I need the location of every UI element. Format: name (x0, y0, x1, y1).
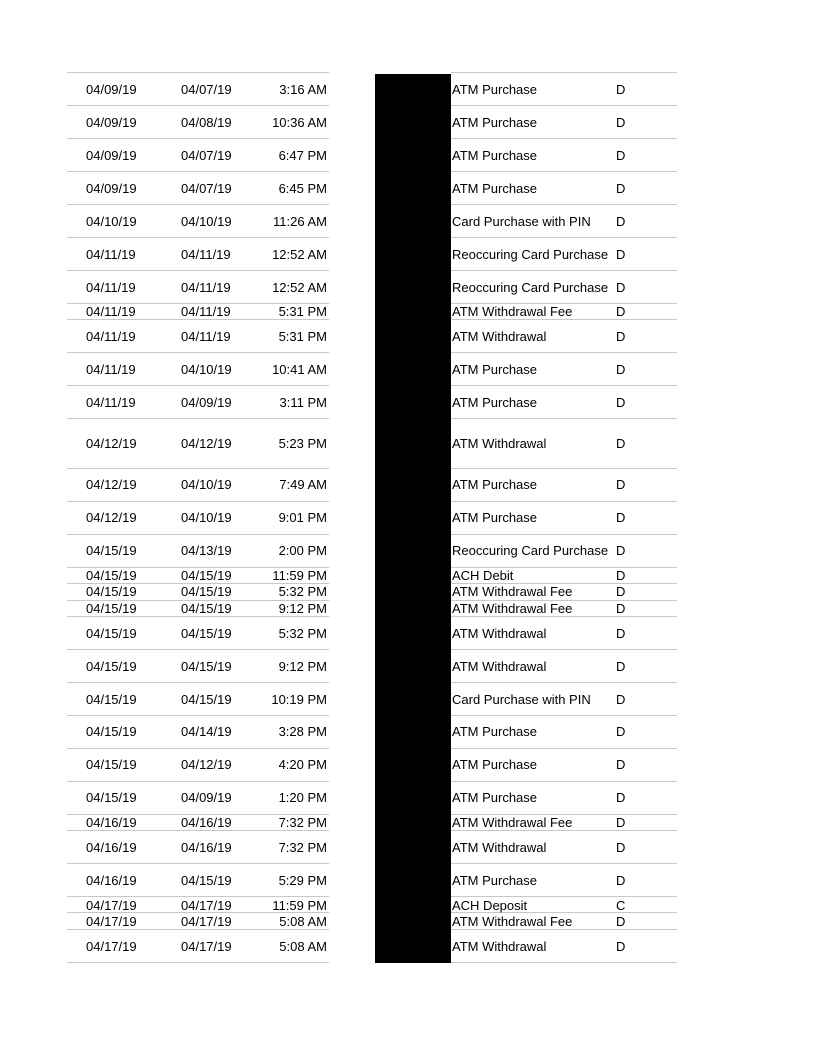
post-date-cell: 04/11/19 (86, 329, 136, 344)
transaction-date-cell: 04/15/19 (181, 601, 232, 616)
description-cell: ATM Withdrawal Fee (452, 914, 573, 929)
description-cell: ATM Withdrawal (452, 659, 547, 674)
post-date-cell: 04/15/19 (86, 790, 137, 805)
row-divider (67, 72, 329, 73)
type-cell: D (616, 247, 626, 262)
time-cell: 5:31 PM (278, 304, 327, 319)
row-divider (67, 418, 329, 419)
description-cell: ATM Purchase (452, 181, 538, 196)
type-cell: D (616, 181, 626, 196)
time-cell: 5:31 PM (278, 329, 327, 344)
time-cell: 4:20 PM (278, 757, 327, 772)
post-date-cell: 04/15/19 (86, 626, 137, 641)
transaction-date-cell: 04/14/19 (181, 724, 232, 739)
row-divider (451, 781, 677, 782)
row-divider (67, 715, 329, 716)
row-divider (451, 352, 677, 353)
row-divider (451, 534, 677, 535)
row-divider (67, 468, 329, 469)
row-divider (451, 896, 677, 897)
description-cell: ACH Deposit (452, 898, 528, 913)
description-cell: ATM Withdrawal Fee (452, 601, 573, 616)
type-cell: D (616, 280, 626, 295)
time-cell: 5:23 PM (278, 436, 327, 451)
time-cell: 6:47 PM (278, 148, 327, 163)
time-cell: 5:32 PM (278, 626, 327, 641)
row-divider (451, 962, 677, 963)
post-date-cell: 04/12/19 (86, 510, 137, 525)
row-divider (451, 929, 677, 930)
time-cell: 12:52 AM (272, 280, 327, 295)
row-divider (451, 204, 677, 205)
post-date-cell: 04/15/19 (86, 659, 137, 674)
post-date-cell: 04/09/19 (86, 181, 137, 196)
post-date-cell: 04/11/19 (86, 395, 136, 410)
time-cell: 3:28 PM (278, 724, 327, 739)
row-divider (67, 682, 329, 683)
post-date-cell: 04/15/19 (86, 601, 137, 616)
type-cell: D (616, 601, 626, 616)
description-cell: ATM Purchase (452, 115, 538, 130)
description-cell: ATM Purchase (452, 873, 538, 888)
description-cell: ATM Purchase (452, 148, 538, 163)
post-date-cell: 04/17/19 (86, 898, 137, 913)
description-cell: ATM Purchase (452, 82, 538, 97)
row-divider (451, 72, 677, 73)
transaction-date-cell: 04/10/19 (181, 510, 232, 525)
post-date-cell: 04/11/19 (86, 362, 136, 377)
description-cell: ATM Purchase (452, 510, 538, 525)
row-divider (67, 929, 329, 930)
post-date-cell: 04/17/19 (86, 939, 137, 954)
time-cell: 11:59 PM (272, 898, 327, 913)
type-cell: D (616, 436, 626, 451)
description-cell: ATM Withdrawal (452, 840, 547, 855)
transaction-date-cell: 04/11/19 (181, 329, 231, 344)
transaction-date-cell: 04/17/19 (181, 914, 232, 929)
description-cell: ACH Debit (452, 568, 514, 583)
description-cell: ATM Withdrawal (452, 939, 547, 954)
type-cell: D (616, 362, 626, 377)
type-cell: D (616, 82, 626, 97)
time-cell: 11:59 PM (272, 568, 327, 583)
row-divider (67, 352, 329, 353)
type-cell: D (616, 724, 626, 739)
transaction-date-cell: 04/15/19 (181, 692, 232, 707)
type-cell: D (616, 873, 626, 888)
row-divider (67, 138, 329, 139)
type-cell: D (616, 815, 626, 830)
row-divider (67, 830, 329, 831)
row-divider (451, 171, 677, 172)
row-divider (67, 649, 329, 650)
row-divider (451, 649, 677, 650)
description-cell: ATM Withdrawal Fee (452, 815, 573, 830)
type-cell: D (616, 939, 626, 954)
row-divider (67, 616, 329, 617)
time-cell: 9:12 PM (278, 601, 327, 616)
description-cell: ATM Purchase (452, 757, 538, 772)
row-divider (451, 501, 677, 502)
time-cell: 5:29 PM (278, 873, 327, 888)
row-divider (67, 534, 329, 535)
row-divider (451, 418, 677, 419)
transaction-date-cell: 04/17/19 (181, 898, 232, 913)
type-cell: C (616, 898, 626, 913)
row-divider (67, 501, 329, 502)
transaction-date-cell: 04/12/19 (181, 757, 232, 772)
time-cell: 7:32 PM (278, 815, 327, 830)
post-date-cell: 04/15/19 (86, 568, 137, 583)
transaction-date-cell: 04/10/19 (181, 362, 232, 377)
post-date-cell: 04/15/19 (86, 757, 137, 772)
time-cell: 1:20 PM (278, 790, 327, 805)
time-cell: 7:49 AM (279, 477, 327, 492)
post-date-cell: 04/17/19 (86, 914, 137, 929)
description-cell: ATM Withdrawal (452, 436, 547, 451)
description-cell: Card Purchase with PIN (452, 692, 591, 707)
time-cell: 10:19 PM (271, 692, 327, 707)
transaction-date-cell: 04/09/19 (181, 395, 232, 410)
transaction-date-cell: 04/15/19 (181, 659, 232, 674)
time-cell: 9:12 PM (278, 659, 327, 674)
row-divider (67, 204, 329, 205)
time-cell: 11:26 AM (273, 214, 327, 229)
description-cell: ATM Withdrawal Fee (452, 304, 573, 319)
type-cell: D (616, 510, 626, 525)
row-divider (67, 105, 329, 106)
post-date-cell: 04/12/19 (86, 477, 137, 492)
type-cell: D (616, 214, 626, 229)
type-cell: D (616, 840, 626, 855)
row-divider (67, 863, 329, 864)
description-cell: Reoccuring Card Purchase (452, 247, 609, 262)
type-cell: D (616, 659, 626, 674)
type-cell: D (616, 148, 626, 163)
post-date-cell: 04/09/19 (86, 82, 137, 97)
time-cell: 10:36 AM (272, 115, 327, 130)
type-cell: D (616, 568, 626, 583)
post-date-cell: 04/16/19 (86, 840, 137, 855)
type-cell: D (616, 477, 626, 492)
transaction-date-cell: 04/17/19 (181, 939, 232, 954)
description-cell: ATM Withdrawal Fee (452, 584, 573, 599)
time-cell: 5:32 PM (278, 584, 327, 599)
description-cell: ATM Purchase (452, 395, 538, 410)
transaction-date-cell: 04/15/19 (181, 873, 232, 888)
description-cell: ATM Purchase (452, 790, 538, 805)
post-date-cell: 04/15/19 (86, 543, 137, 558)
time-cell: 12:52 AM (272, 247, 327, 262)
type-cell: D (616, 395, 626, 410)
post-date-cell: 04/16/19 (86, 873, 137, 888)
post-date-cell: 04/11/19 (86, 280, 136, 295)
type-cell: D (616, 914, 626, 929)
row-divider (67, 270, 329, 271)
transaction-date-cell: 04/16/19 (181, 840, 232, 855)
post-date-cell: 04/09/19 (86, 148, 137, 163)
row-divider (67, 781, 329, 782)
redaction-block (375, 74, 451, 963)
row-divider (451, 748, 677, 749)
row-divider (451, 682, 677, 683)
row-divider (67, 748, 329, 749)
time-cell: 2:00 PM (278, 543, 327, 558)
transaction-date-cell: 04/10/19 (181, 477, 232, 492)
time-cell: 10:41 AM (272, 362, 327, 377)
type-cell: D (616, 790, 626, 805)
type-cell: D (616, 329, 626, 344)
transaction-date-cell: 04/12/19 (181, 436, 232, 451)
transaction-date-cell: 04/15/19 (181, 584, 232, 599)
post-date-cell: 04/15/19 (86, 584, 137, 599)
row-divider (67, 319, 329, 320)
row-divider (67, 171, 329, 172)
row-divider (67, 385, 329, 386)
row-divider (451, 319, 677, 320)
transaction-date-cell: 04/07/19 (181, 181, 232, 196)
row-divider (451, 270, 677, 271)
type-cell: D (616, 543, 626, 558)
type-cell: D (616, 115, 626, 130)
description-cell: Card Purchase with PIN (452, 214, 591, 229)
row-divider (67, 896, 329, 897)
time-cell: 9:01 PM (278, 510, 327, 525)
row-divider (451, 105, 677, 106)
description-cell: ATM Purchase (452, 724, 538, 739)
description-cell: ATM Withdrawal (452, 329, 547, 344)
transaction-date-cell: 04/15/19 (181, 568, 232, 583)
type-cell: D (616, 692, 626, 707)
post-date-cell: 04/15/19 (86, 692, 137, 707)
transaction-date-cell: 04/11/19 (181, 280, 231, 295)
type-cell: D (616, 626, 626, 641)
description-cell: Reoccuring Card Purchase (452, 543, 609, 558)
transaction-date-cell: 04/07/19 (181, 148, 232, 163)
transaction-date-cell: 04/11/19 (181, 247, 231, 262)
description-cell: Reoccuring Card Purchase (452, 280, 609, 295)
description-cell: ATM Purchase (452, 362, 538, 377)
row-divider (451, 830, 677, 831)
time-cell: 5:08 AM (279, 914, 327, 929)
post-date-cell: 04/09/19 (86, 115, 137, 130)
row-divider (451, 863, 677, 864)
time-cell: 3:16 AM (279, 82, 327, 97)
transaction-date-cell: 04/09/19 (181, 790, 232, 805)
transaction-date-cell: 04/13/19 (181, 543, 232, 558)
row-divider (67, 237, 329, 238)
row-divider (451, 385, 677, 386)
type-cell: D (616, 304, 626, 319)
description-cell: ATM Purchase (452, 477, 538, 492)
post-date-cell: 04/10/19 (86, 214, 137, 229)
row-divider (451, 138, 677, 139)
time-cell: 3:11 PM (279, 395, 327, 410)
time-cell: 7:32 PM (278, 840, 327, 855)
row-divider (451, 616, 677, 617)
post-date-cell: 04/11/19 (86, 304, 136, 319)
transaction-date-cell: 04/07/19 (181, 82, 232, 97)
description-cell: ATM Withdrawal (452, 626, 547, 641)
transaction-date-cell: 04/15/19 (181, 626, 232, 641)
transaction-date-cell: 04/08/19 (181, 115, 232, 130)
transaction-date-cell: 04/10/19 (181, 214, 232, 229)
row-divider (451, 237, 677, 238)
transaction-date-cell: 04/16/19 (181, 815, 232, 830)
post-date-cell: 04/12/19 (86, 436, 137, 451)
row-divider (451, 468, 677, 469)
type-cell: D (616, 584, 626, 599)
row-divider (67, 962, 329, 963)
time-cell: 6:45 PM (278, 181, 327, 196)
post-date-cell: 04/16/19 (86, 815, 137, 830)
post-date-cell: 04/11/19 (86, 247, 136, 262)
type-cell: D (616, 757, 626, 772)
transaction-date-cell: 04/11/19 (181, 304, 231, 319)
row-divider (451, 715, 677, 716)
time-cell: 5:08 AM (279, 939, 327, 954)
post-date-cell: 04/15/19 (86, 724, 137, 739)
